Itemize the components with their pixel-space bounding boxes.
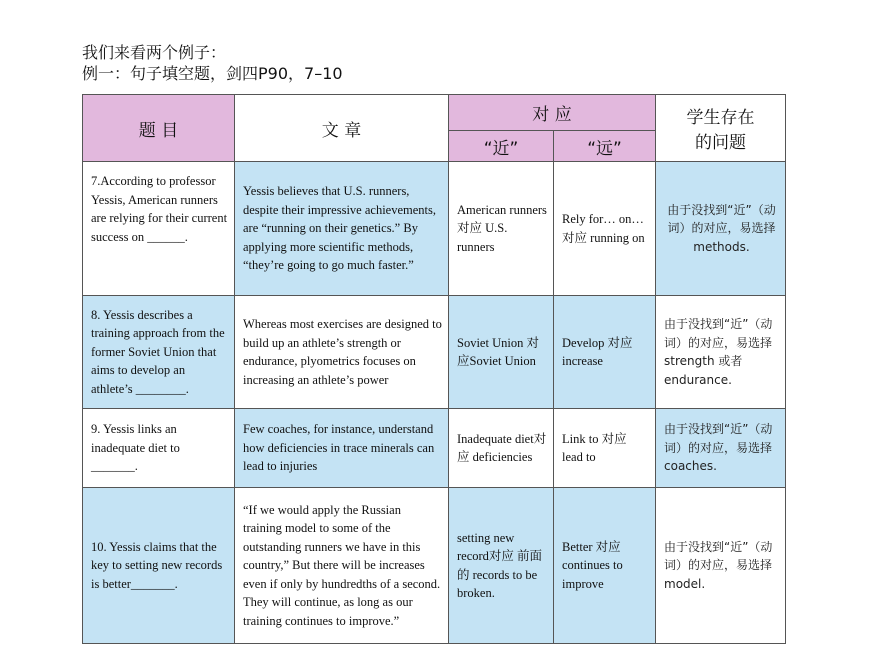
far-cell: Better 对应 continues to improve (554, 488, 656, 644)
problem-cell: 由于没找到“近”（动词）的对应，易选择model. (656, 488, 786, 644)
header-question: 题 目 (83, 95, 235, 162)
intro-line-2: 例一：句子填空题，剑四P90，7–10 (82, 64, 343, 83)
near-cell: American runners对应 U.S. runners (449, 162, 554, 296)
header-row-top (83, 95, 786, 131)
near-cell: Soviet Union 对应Soviet Union (449, 296, 554, 409)
intro-line-1: 我们来看两个例子： (82, 43, 227, 62)
intro-text (82, 42, 343, 84)
passage-cell: Yessis believes that U.S. runners, despite their impressive achievements, are “running on their genetics.” By applying more scientific methods, “they’re going to go much faster.” (235, 162, 449, 296)
problem-cell: 由于没找到“近”（动词）的对应，易选择methods. (656, 162, 786, 296)
header-passage: 文 章 (235, 95, 449, 162)
header-near: “近” (449, 131, 554, 162)
far-cell: Rely for… on…对应 running on (554, 162, 656, 296)
passage-cell: Few coaches, for instance, understand how deficiencies in trace minerals can lead to injuries (235, 409, 449, 488)
header-problems (656, 95, 786, 162)
near-cell: Inadequate diet对应 deficiencies (449, 409, 554, 488)
comparison-table (82, 94, 786, 644)
header-far: “远” (554, 131, 656, 162)
header-problems-line2: 的问题 (695, 133, 746, 153)
header-problems-line1: 学生存在 (686, 108, 755, 128)
table-row (83, 162, 786, 296)
problem-cell: 由于没找到“近”（动词）的对应，易选择strength 或者endurance. (656, 296, 786, 409)
passage-cell: “If we would apply the Russian training model to some of the outstanding runners we have in this country,” But there will be increases even if only by hundredths of a second. They will continue, as long as our training continues to improve.” (235, 488, 449, 644)
far-cell: Develop 对应increase (554, 296, 656, 409)
question-cell: 9. Yessis links an inadequate diet to _______. (83, 409, 235, 488)
table-row (83, 488, 786, 644)
passage-cell: Whereas most exercises are designed to build up an athlete’s strength or endurance, plyometrics focuses on increasing an athlete’s power (235, 296, 449, 409)
question-cell: 7.According to professor Yessis, American runners are relying for their current success on ______. (83, 162, 235, 296)
question-cell: 8. Yessis describes a training approach from the former Soviet Union that aims to develop an athlete’s ________. (83, 296, 235, 409)
near-cell: setting new record对应 前面的 records to be broken. (449, 488, 554, 644)
far-cell: Link to 对应 lead to (554, 409, 656, 488)
table-row (83, 296, 786, 409)
table-row (83, 409, 786, 488)
header-correspondence: 对 应 (449, 95, 656, 131)
problem-cell: 由于没找到“近”（动词）的对应，易选择coaches. (656, 409, 786, 488)
question-cell: 10. Yessis claims that the key to setting new records is better_______. (83, 488, 235, 644)
